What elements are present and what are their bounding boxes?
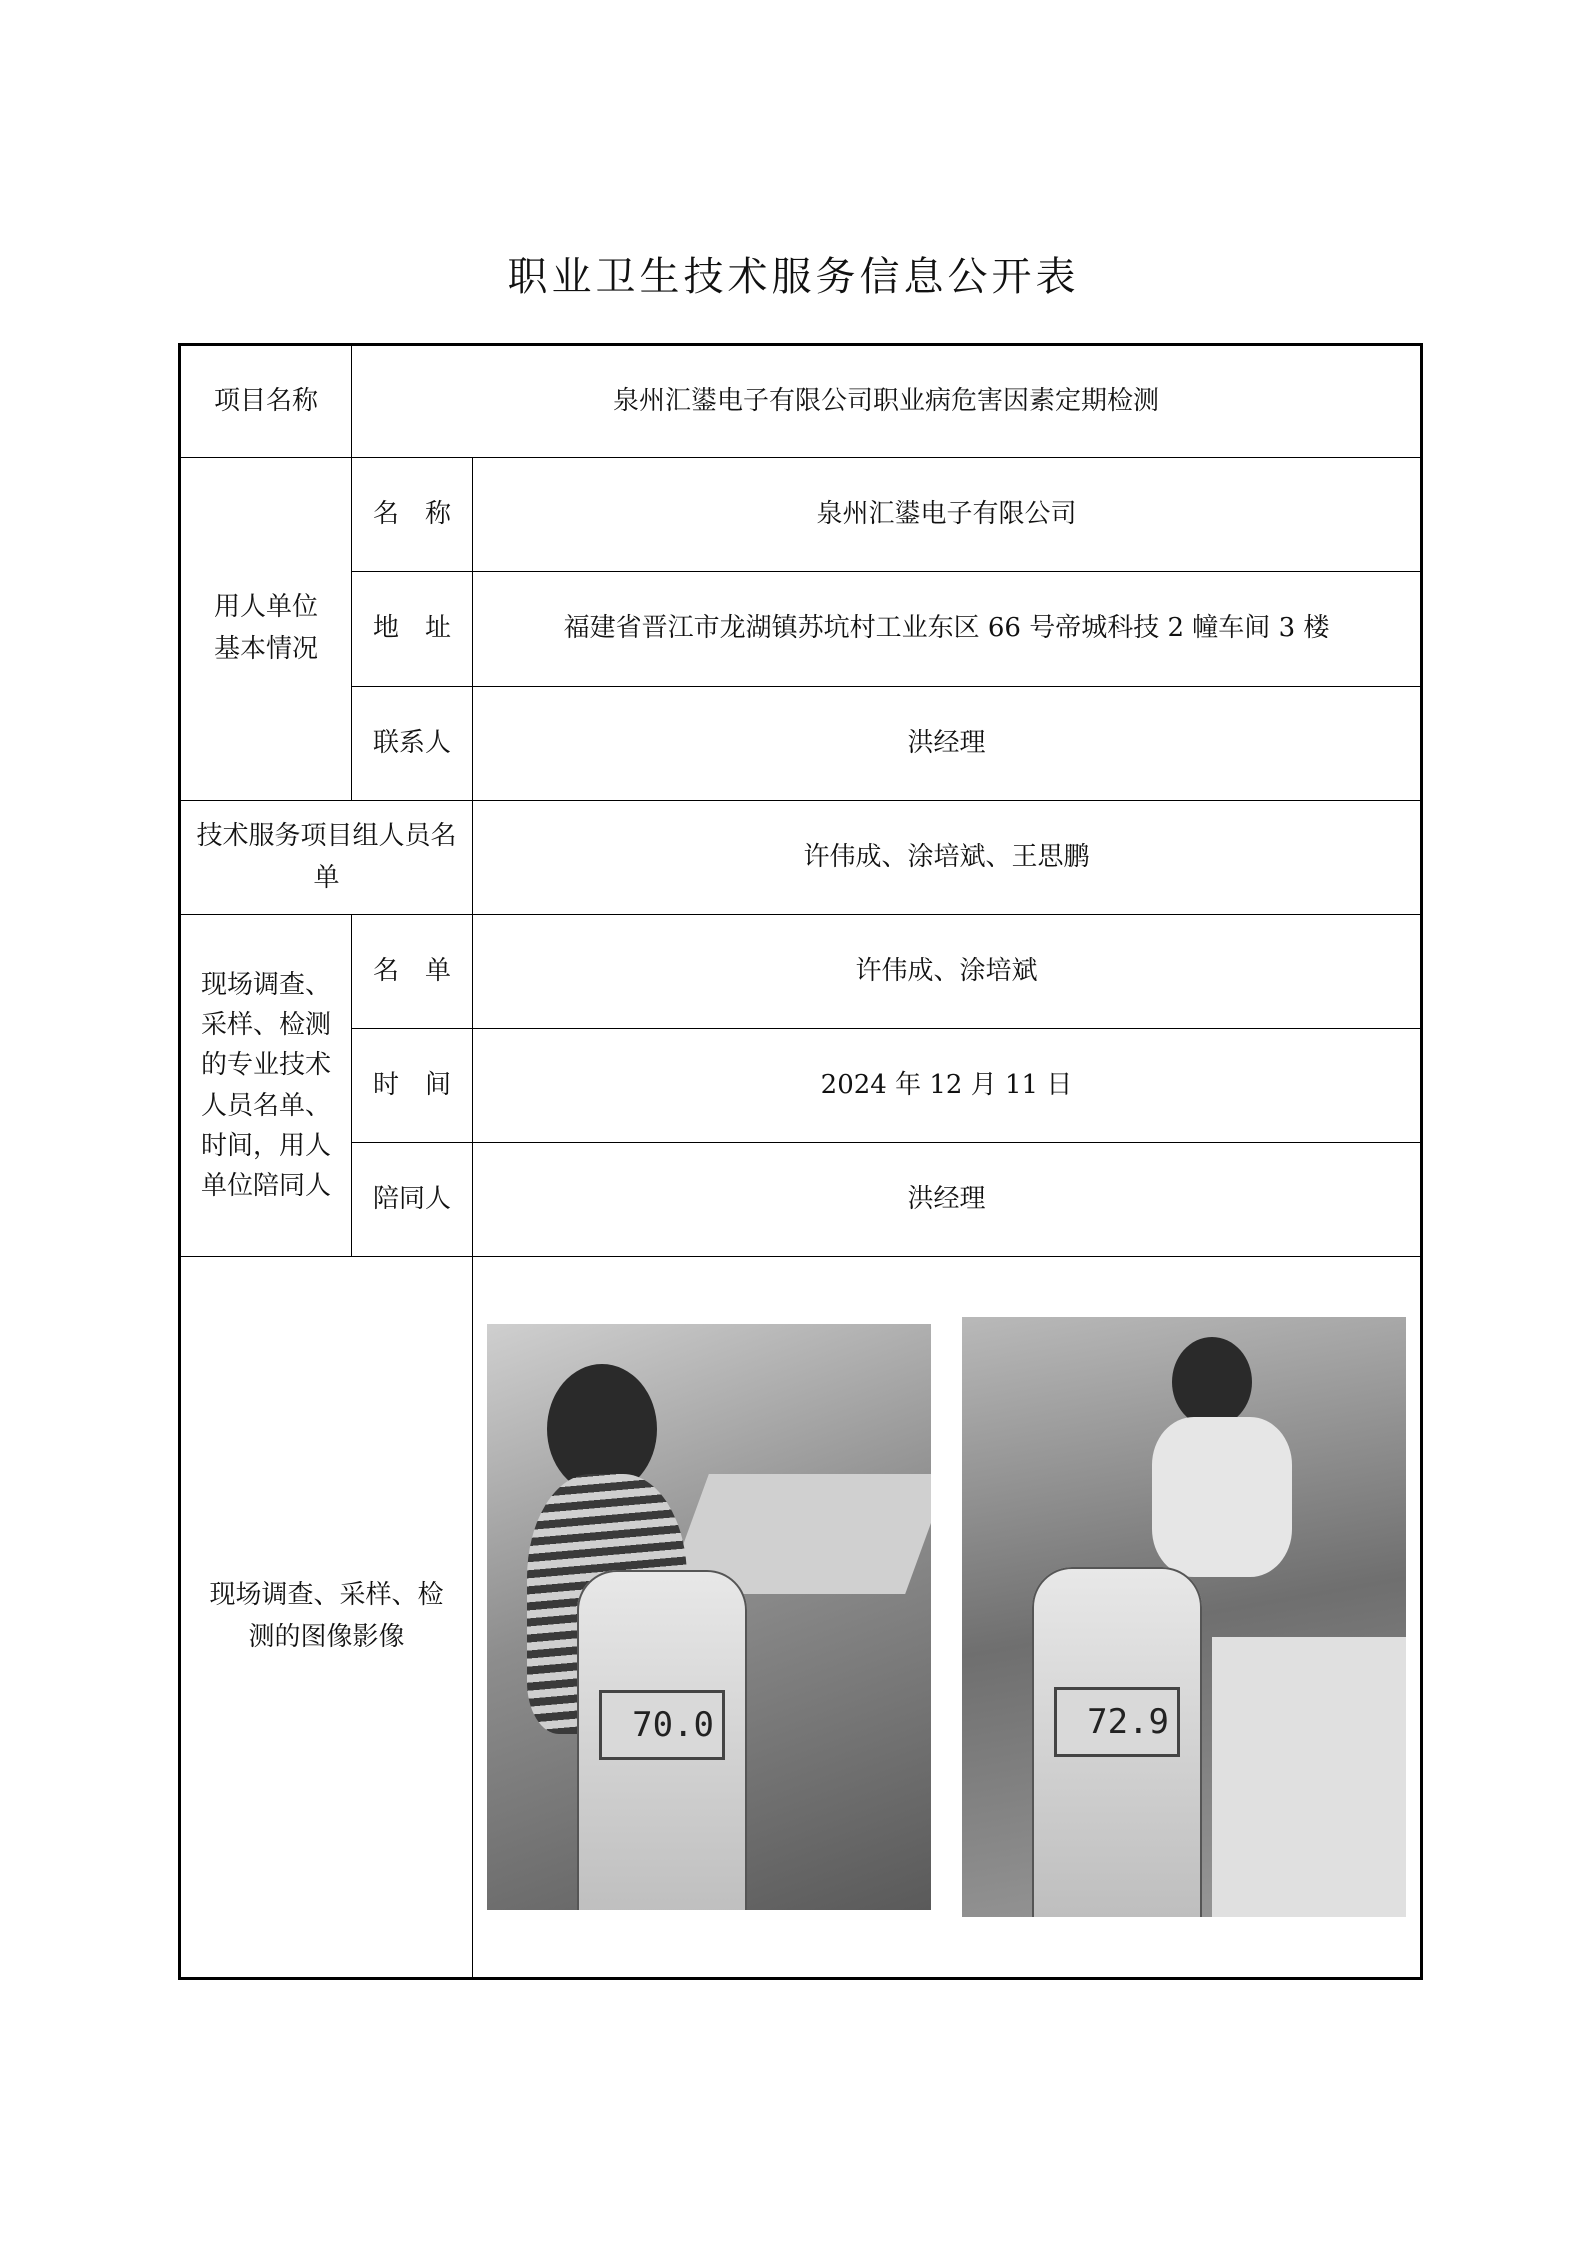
project-name-value: 泉州汇鍙电子有限公司职业病危害因素定期检测 <box>352 345 1422 458</box>
onsite-photo-1 <box>487 1324 931 1910</box>
onsite-time-label: 时 间 <box>352 1029 473 1143</box>
meter-reading-1: 70.0 <box>599 1690 725 1760</box>
meter-reading-2: 72.9 <box>1054 1687 1180 1757</box>
images-cell <box>473 1257 1422 1979</box>
employer-name-label: 名 称 <box>352 458 473 572</box>
info-table <box>178 343 1423 1980</box>
team-label: 技术服务项目组人员名单 <box>180 801 473 915</box>
images-label: 现场调查、采样、检测的图像影像 <box>180 1257 473 1979</box>
onsite-photo-2 <box>962 1317 1406 1917</box>
sound-meter-2 <box>1032 1567 1202 1917</box>
onsite-escort-label: 陪同人 <box>352 1143 473 1257</box>
onsite-time-value: 2024 年 12 月 11 日 <box>473 1029 1422 1143</box>
employer-contact-value: 洪经理 <box>473 687 1422 801</box>
onsite-list-label: 名 单 <box>352 915 473 1029</box>
page-title: 职业卫生技术服务信息公开表 <box>507 254 1080 300</box>
sound-meter-1 <box>577 1570 747 1910</box>
employer-name-value: 泉州汇鍙电子有限公司 <box>473 458 1422 572</box>
onsite-escort-value: 洪经理 <box>473 1143 1422 1257</box>
employer-address-value: 福建省晋江市龙湖镇苏坑村工业东区 66 号帝城科技 2 幢车间 3 楼 <box>473 572 1422 687</box>
onsite-group-label: 现场调查、采样、检测的专业技术人员名单、时间，用人单位陪同人 <box>180 915 352 1257</box>
project-name-label: 项目名称 <box>180 345 352 458</box>
employer-address-label: 地 址 <box>352 572 473 687</box>
employer-contact-label: 联系人 <box>352 687 473 801</box>
onsite-list-value: 许伟成、涂培斌 <box>473 915 1422 1029</box>
employer-group-label: 用人单位基本情况 <box>180 458 352 801</box>
team-value: 许伟成、涂培斌、王思鹏 <box>473 801 1422 915</box>
